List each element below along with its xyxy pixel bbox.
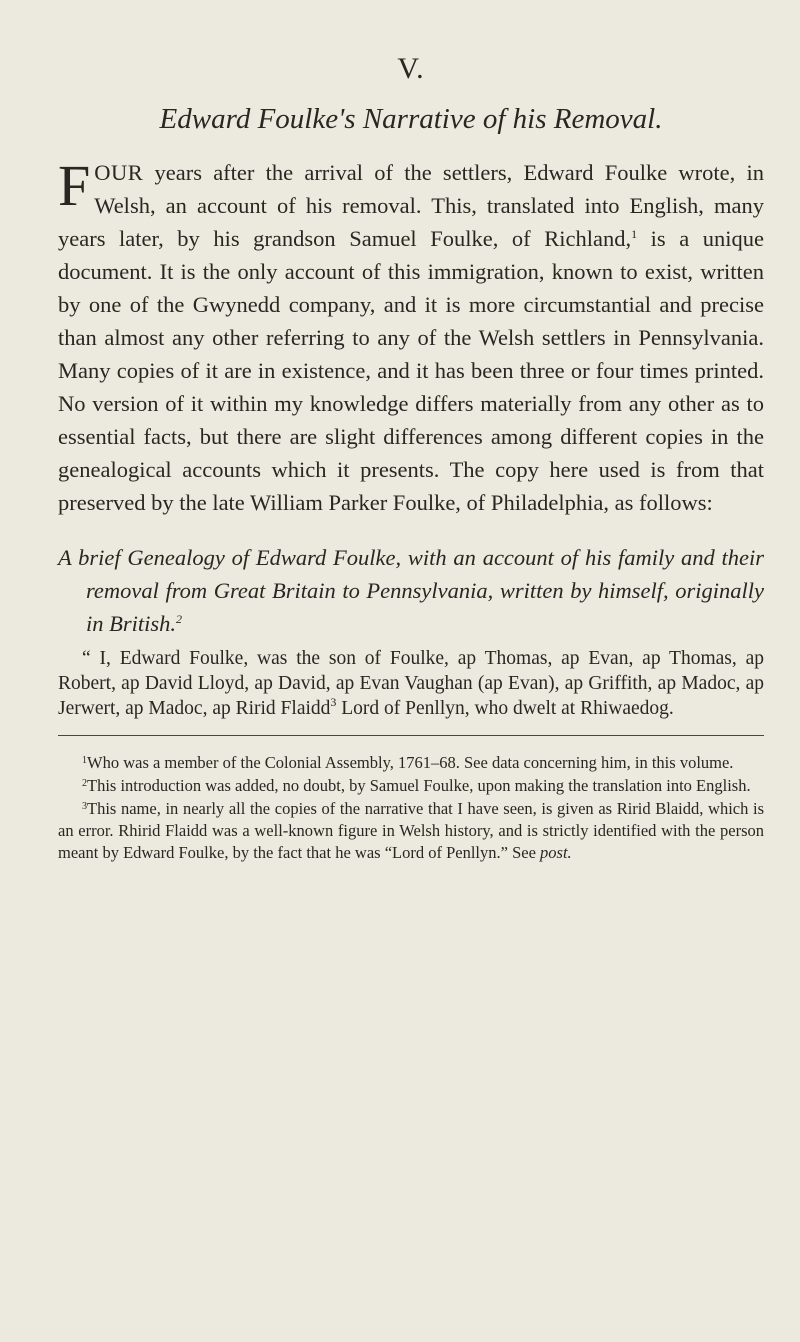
footnote-post: post. xyxy=(540,843,572,862)
footnote-3 xyxy=(58,798,764,864)
document-page xyxy=(58,52,764,865)
footnote-number: 1 xyxy=(82,755,87,766)
footnote-ref-3: 3 xyxy=(330,695,337,709)
footnote-2 xyxy=(58,775,764,797)
drop-cap: F xyxy=(58,153,91,218)
genealogy-heading-text: A brief Genealogy of Edward Foulke, with an account of his family and their removal from Great Britain to Pennsylvania, written by himself, originally in British. xyxy=(58,545,764,636)
chapter-title: Edward Foulke's Narrative of his Removal. xyxy=(159,103,663,135)
footnote-text: This introduction was added, no doubt, by Samuel Foulke, upon making the translation into English. xyxy=(87,776,751,795)
footnote-number: 2 xyxy=(82,778,87,789)
intro-text-1: years after the arrival of the settlers, Edward Foulke wrote, in Welsh, an account of his removal. This, translated into English, many years later, by his grandson Samuel Foulke, of Richland, xyxy=(58,160,764,251)
intro-text-2: is a unique document. It is the only account of this immigration, known to exist, written by one of the Gwynedd company, and it is more circumstantial and precise than almost any other referring to any of the Welsh settlers in Pennsylvania. Many copies of it are in existence, and it has been three or four times printed. No version of it within my knowledge differs materially from any other as to essential facts, but there are slight differences among different copies in the genealogical accounts which it presents. The copy here used is from that preserved by the late William Parker Foulke, of Philadelphia, as follows: xyxy=(58,226,765,515)
intro-paragraph xyxy=(58,153,765,519)
chapter-number: V. xyxy=(397,52,425,85)
footnotes xyxy=(58,752,764,864)
footnote-ref-1: 1 xyxy=(631,227,638,241)
genealogy-heading xyxy=(58,541,764,640)
footnote-text: This name, in nearly all the copies of the narrative that I have seen, is given as Ririd Blaidd, which is an error. Rhirid Flaidd was a well-known figure in Welsh history, and is strictly identified with the person meant by Edward Foulke, by the fact that he was “Lord of Penllyn.” See xyxy=(58,799,764,862)
first-word: OUR xyxy=(94,160,144,185)
quote-text-1: “ I, Edward Foulke, was the son of Foulke, ap Thomas, ap Evan, ap Thomas, ap Robert, ap David Lloyd, ap David, ap Evan Vaughan (ap Evan), ap Griffith, ap Madoc, ap Jerwert, ap Madoc, ap Ririd Flaidd xyxy=(58,648,764,719)
footnote-text: Who was a member of the Colonial Assembly, 1761–68. See data concerning him, in this volume. xyxy=(87,753,734,772)
footnote-number: 3 xyxy=(82,801,87,812)
quote-text-2: Lord of Penllyn, who dwelt at Rhiwaedog. xyxy=(336,698,674,719)
footnote-ref-2: 2 xyxy=(176,612,183,626)
footnote-divider xyxy=(58,735,764,736)
footnote-1 xyxy=(58,752,764,774)
narrative-quote xyxy=(58,646,764,721)
